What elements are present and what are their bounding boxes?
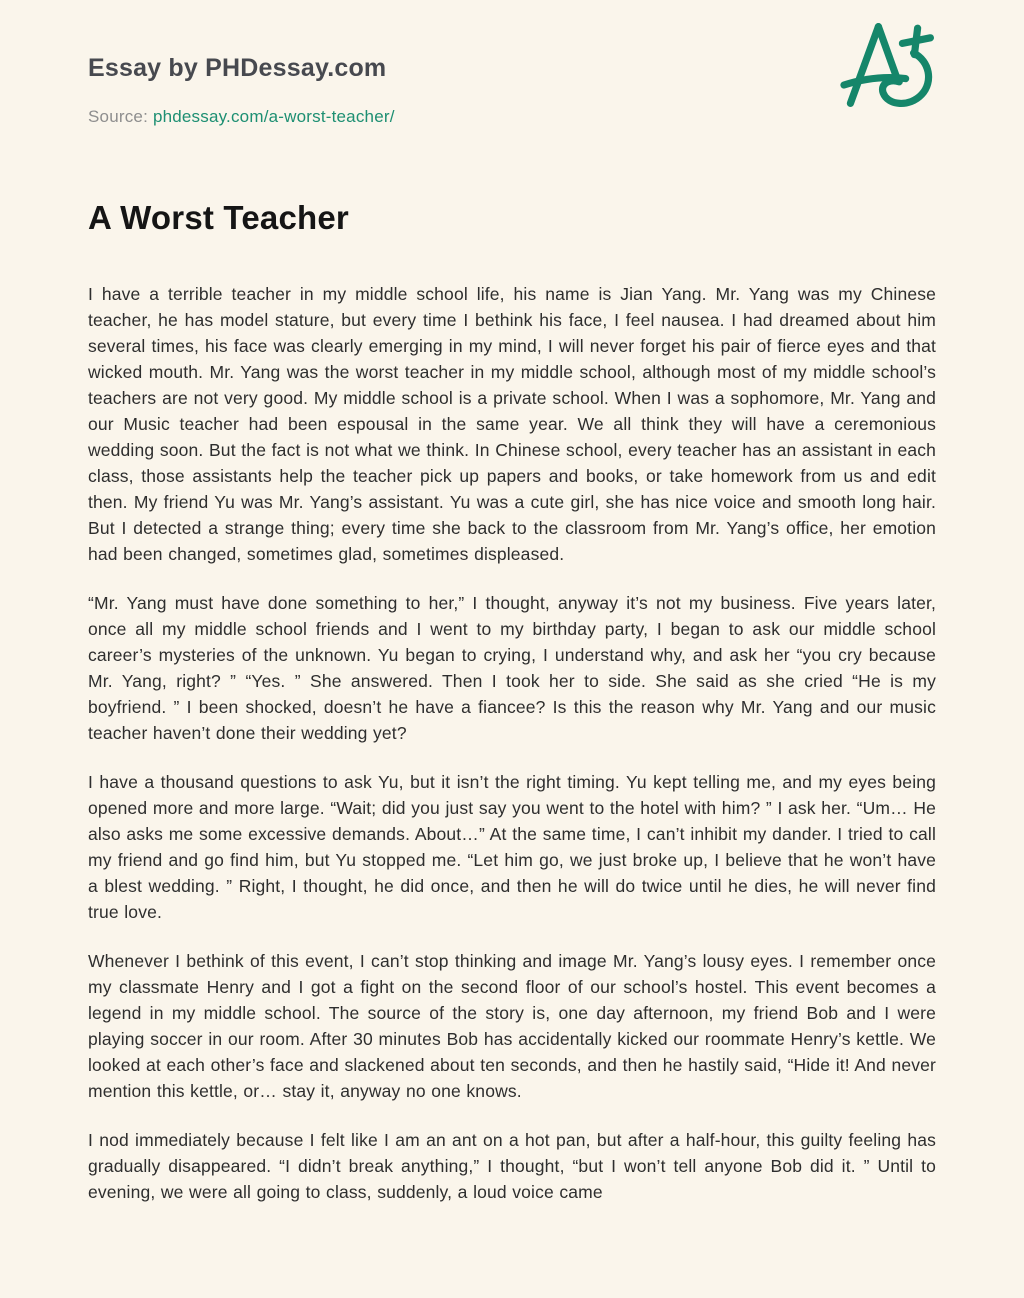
essay-paragraph: I nod immediately because I felt like I am an ant on a hot pan, but after a half-hour, this guilty feeling has gradually disappeared. “I didn’t break anything,” I thought, “but I won’t tell anyone Bob did it. ” Until to evening, we were all going to class, suddenly, a loud voice came: [88, 1130, 936, 1202]
essay-paragraph: I have a terrible teacher in my middle school life, his name is Jian Yang. Mr. Yang was my Chinese teacher, he has model stature, but every time I bethink his face, I feel nausea. I had dreamed about him several times, his face was clearly emerging in my mind, I will never forget his pair of fierce eyes and that wicked mouth. Mr. Yang was the worst teacher in my middle school, although most of my middle school’s teachers are not very good. My middle school is a private school. When I was a sophomore, Mr. Yang and our Music teacher had been espousal in the same year. We all think they will have a ceremonious wedding soon. But the fact is not what we think. In Chinese school, every teacher has an assistant in each class, those assistants help the teacher pick up papers and books, or take homework from us and edit then. My friend Yu was Mr. Yang’s assistant. Yu was a cute girl, she has nice voice and smooth long hair. But I detected a strange thing; every time she back to the classroom from Mr. Yang’s office, her emotion had been changed, sometimes glad, sometimes displeased.: [88, 284, 936, 564]
essay-content: [88, 0, 936, 1263]
source-link[interactable]: phdessay.com/a-worst-teacher/: [152, 107, 395, 126]
source-label: Source:: [88, 107, 148, 126]
essay-paragraph: “Mr. Yang must have done something to her,” I thought, anyway it’s not my business. Five years later, once all my middle school friends and I went to my birthday party, I began to ask our middle school career’s mysteries of the unknown. Yu began to crying, I understand why, and ask her “you cry because Mr. Yang, right? ” “Yes. ” She answered. Then I took her to side. She said as she cried “He is my boyfriend. ” I been shocked, doesn’t he have a fiancee? Is this the reason why Mr. Yang and our music teacher haven’t done their wedding yet?: [88, 593, 936, 743]
source-row: [88, 107, 936, 127]
essay-paragraph: I have a thousand questions to ask Yu, but it isn’t the right timing. Yu kept telling me, and my eyes being opened more and more large. “Wait; did you just say you went to the hotel with him? ” I ask her. “Um… He also asks me some excessive demands. About…” At the same time, I can’t inhibit my dander. I tried to call my friend and go find him, but Yu stopped me. “Let him go, we just broke up, I believe that he won’t have a blest wedding. ” Right, I thought, he did once, and then he will do twice until he dies, he will never find true love.: [88, 772, 936, 922]
a-plus-logo-icon: [828, 12, 940, 110]
essay-title: A Worst Teacher: [88, 199, 349, 236]
essay-paragraph: Whenever I bethink of this event, I can’t stop thinking and image Mr. Yang’s lousy eyes. I remember once my classmate Henry and I got a fight on the second floor of our school’s hostel. This event becomes a legend in my middle school. The source of the story is, one day afternoon, my friend Bob and I were playing soccer in our room. After 30 minutes Bob has accidentally kicked our roommate Henry’s kettle. We looked at each other’s face and slackened about ten seconds, and then he hastily said, “Hide it! And never mention this kettle, or… stay it, anyway no one knows.: [88, 951, 936, 1101]
essay-body: [88, 281, 936, 1263]
essay-byline: Essay by PHDessay.com: [88, 54, 387, 82]
page-header: [88, 0, 936, 127]
